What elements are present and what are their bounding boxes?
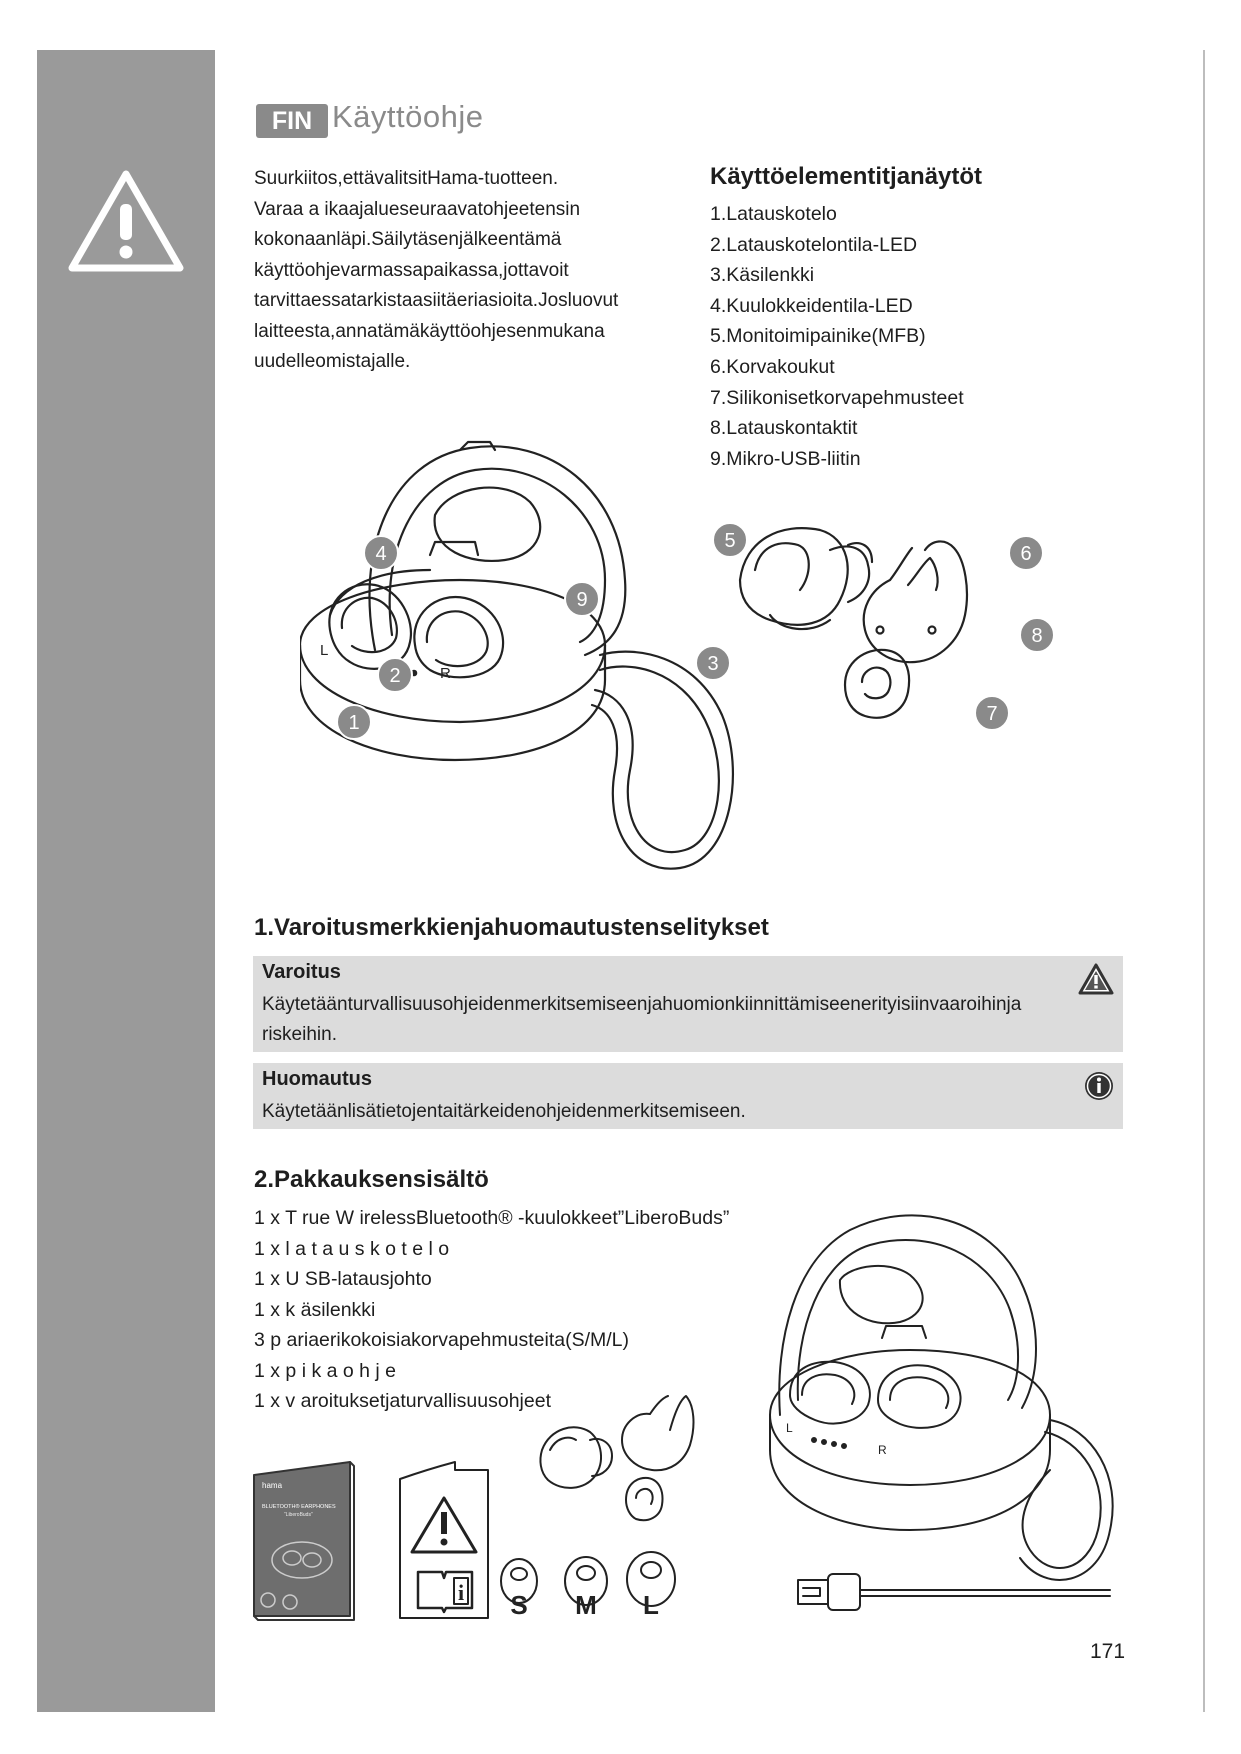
controls-item: 1.Latauskotelo xyxy=(710,203,837,225)
intro-line: kokonaanläpi.Säilytäsenjälkeentämä xyxy=(254,229,562,250)
ear-tip-small xyxy=(501,1559,537,1620)
quick-guide-booklet xyxy=(254,1462,354,1620)
svg-text:L: L xyxy=(643,1590,659,1620)
callout-9 xyxy=(565,582,599,616)
page-number: 171 xyxy=(1090,1640,1126,1663)
callout-7 xyxy=(975,696,1009,730)
controls-heading: Käyttöelementitjanäytöt xyxy=(710,163,983,190)
warning-triangle-icon xyxy=(1077,962,1115,996)
svg-text:L: L xyxy=(320,642,329,659)
controls-item: 7.Silikonisetkorvapehmusteet xyxy=(710,386,964,409)
contents-item: 1 x k äsilenkki xyxy=(254,1298,376,1321)
note-box xyxy=(253,1063,1123,1129)
callout-3 xyxy=(696,646,730,680)
warning-icon xyxy=(66,168,186,276)
earbud-hook-drawing xyxy=(845,541,967,717)
svg-text:M: M xyxy=(575,1590,597,1620)
callout-5 xyxy=(713,523,747,557)
intro-line: käyttöohjevarmassapaikassa,jottavoit xyxy=(254,259,569,281)
callout-2 xyxy=(378,658,412,692)
svg-text:7: 7 xyxy=(986,703,998,725)
svg-text:L: L xyxy=(786,1421,793,1435)
section-2-heading: 2.Pakkauksensisältö xyxy=(254,1166,489,1193)
callout-1 xyxy=(337,705,371,739)
svg-text:S: S xyxy=(510,1590,528,1620)
intro-line: Suurkiitos,ettävalitsitHama-tuotteen. xyxy=(254,168,559,189)
contents-item: 1 x p i k a o h j e xyxy=(254,1359,396,1382)
svg-text:“LiberoBuds”: “LiberoBuds” xyxy=(284,1512,313,1518)
svg-text:hama: hama xyxy=(262,1481,283,1490)
svg-text:1: 1 xyxy=(348,712,360,734)
language-badge: FIN xyxy=(256,104,328,138)
page-title: Käyttöohje xyxy=(332,99,484,134)
svg-text:8: 8 xyxy=(1031,625,1043,647)
callouts xyxy=(337,523,1054,739)
product-diagram xyxy=(300,430,1180,880)
intro-line: Varaa a ikaajalueseuraavatohjeetensin xyxy=(254,198,581,220)
charging-case-strap-drawing xyxy=(770,1215,1113,1580)
callout-4 xyxy=(364,536,398,570)
callout-8 xyxy=(1020,618,1054,652)
earbud-side-drawing xyxy=(740,528,872,629)
controls-item: 5.Monitoimipainike(MFB) xyxy=(710,325,926,348)
contents-item: 1 x l a t a u s k o t e l o xyxy=(254,1237,450,1260)
side-bar xyxy=(37,50,215,1712)
svg-text:5: 5 xyxy=(724,530,736,552)
controls-item: 9.Mikro-USB-liitin xyxy=(710,447,861,470)
svg-text:R: R xyxy=(440,665,451,682)
warning-box xyxy=(253,956,1123,1052)
package-contents-illustration xyxy=(250,1200,1130,1640)
controls-item: 2.Latauskotelontila-LED xyxy=(710,233,918,256)
contents-item: 1 x T rue W irelessBluetooth® -kuulokkeet”LiberoBuds” xyxy=(254,1207,730,1229)
contents-item: 3 p ariaerikokoisiakorvapehmusteita(S/M/L) xyxy=(254,1329,629,1351)
svg-text:3: 3 xyxy=(707,653,719,675)
controls-item: 8.Latauskontaktit xyxy=(710,417,858,440)
callout-6 xyxy=(1009,536,1043,570)
svg-text:R: R xyxy=(878,1443,887,1457)
intro-paragraph xyxy=(254,164,674,378)
svg-text:9: 9 xyxy=(576,589,588,611)
contents-item: 1 x U SB-latausjohto xyxy=(254,1268,432,1290)
controls-item: 4.Kuulokkeidentila-LED xyxy=(710,294,913,317)
ear-tip-medium xyxy=(565,1557,607,1620)
ear-tip-large xyxy=(627,1552,675,1620)
charging-case-drawing xyxy=(300,442,736,869)
svg-text:BLUETOOTH® EARPHONES: BLUETOOTH® EARPHONES xyxy=(262,1504,336,1510)
warning-text: Käytetäänturvallisuusohjeidenmerkitsemiseenjahuomionkiinnittämiseenerityisiinvaaroihinja riskeihin. xyxy=(262,994,1022,1045)
controls-item: 3.Käsilenkki xyxy=(710,264,815,287)
intro-line: tarvittaessatarkistaasiitäeriasioita.Josluovut xyxy=(254,290,619,311)
note-text: Käytetäänlisätietojentaitärkeidenohjeidenmerkitsemiseen. xyxy=(262,1101,746,1122)
earbuds-drawing xyxy=(540,1396,693,1520)
safety-leaflet xyxy=(400,1462,488,1618)
ear-tips-drawing xyxy=(501,1552,675,1620)
intro-line: uudelleomistajalle. xyxy=(254,351,411,372)
intro-line: laitteesta,annatämäkäyttöohjesenmukana xyxy=(254,320,605,342)
svg-text:4: 4 xyxy=(375,543,387,565)
controls-item: 6.Korvakoukut xyxy=(710,355,835,378)
warning-title: Varoitus xyxy=(262,961,341,983)
contents-item: 1 x v aroituksetjaturvallisuusohjeet xyxy=(254,1390,551,1412)
svg-text:6: 6 xyxy=(1020,543,1032,565)
svg-text:2: 2 xyxy=(389,665,401,687)
svg-text:i: i xyxy=(457,1580,465,1605)
note-title: Huomautus xyxy=(262,1068,372,1090)
section-1-heading: 1.Varoitusmerkkienjahuomautustenselitykset xyxy=(254,914,769,941)
page-edge-rule xyxy=(1203,50,1205,1712)
info-icon xyxy=(1077,1069,1115,1103)
